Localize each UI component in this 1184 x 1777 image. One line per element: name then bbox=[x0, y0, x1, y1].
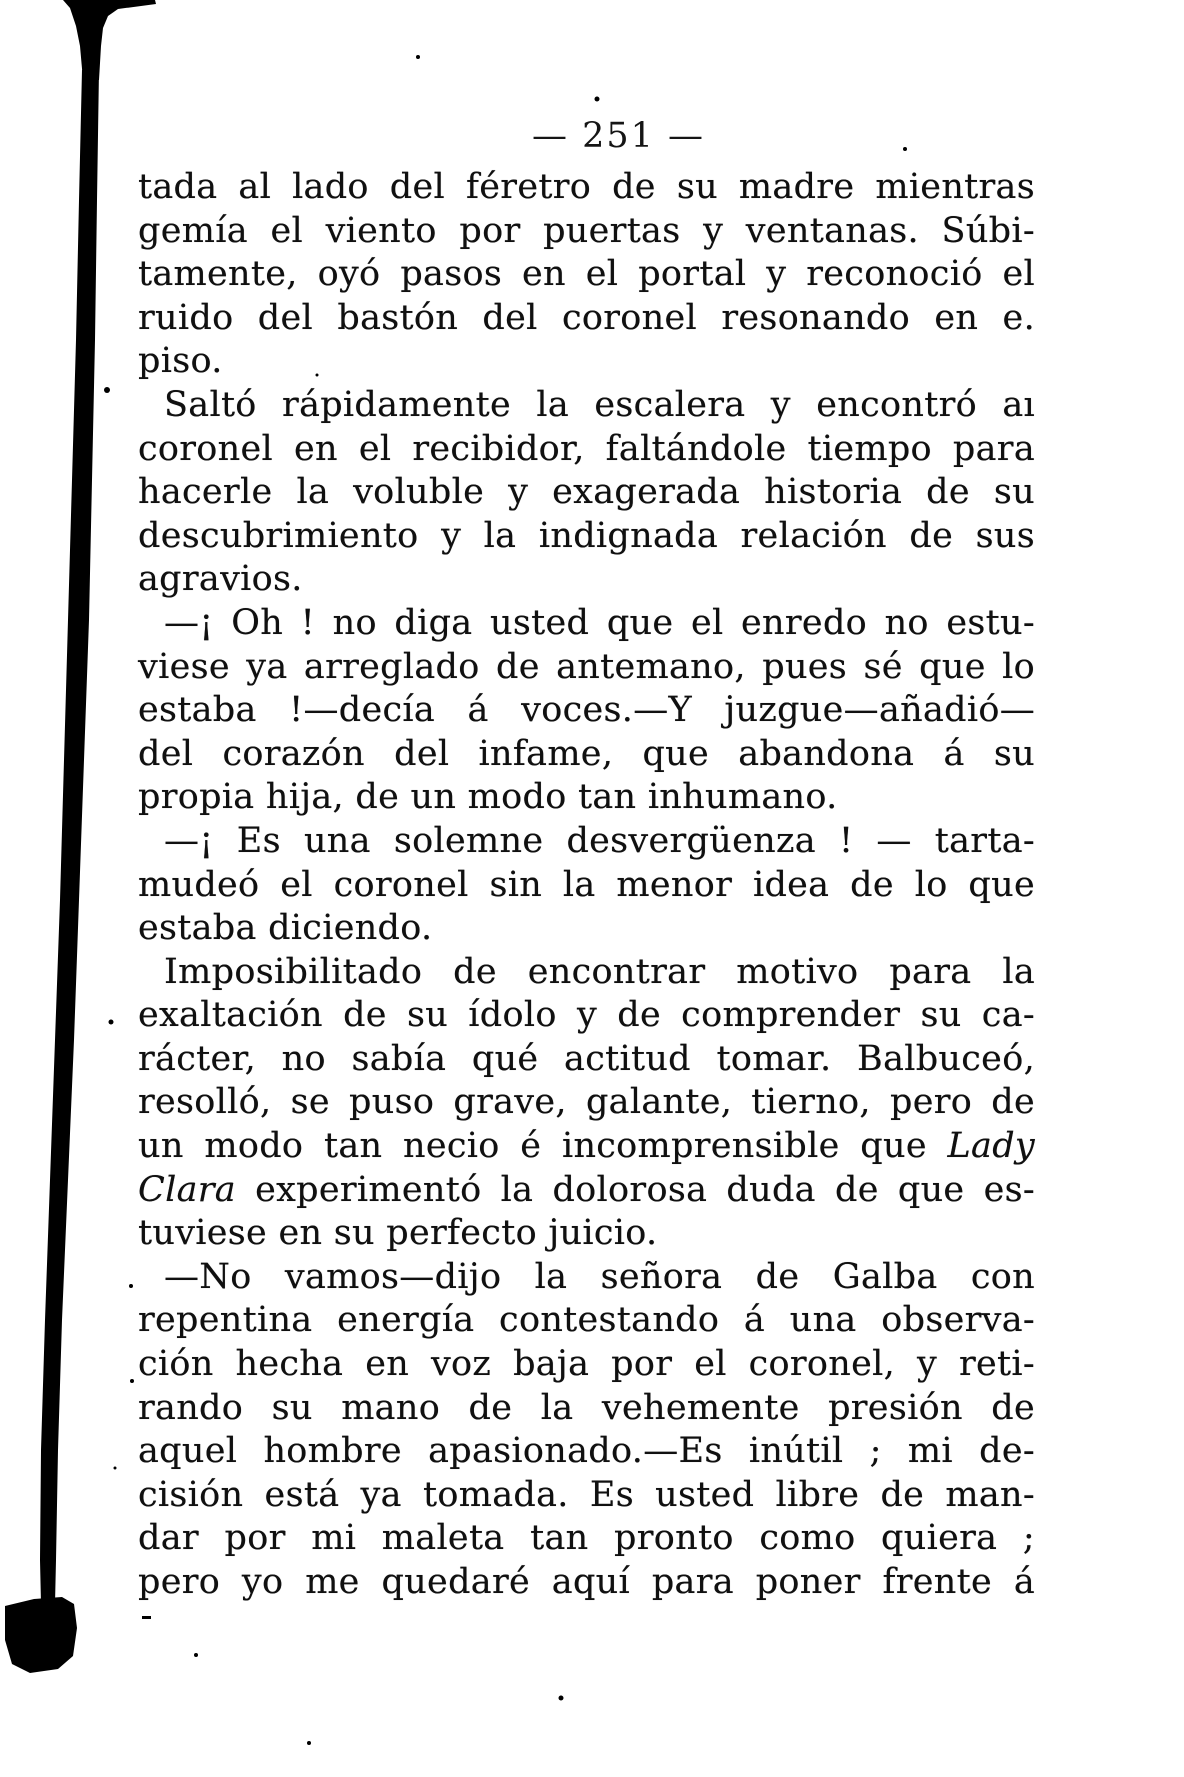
text-line bbox=[138, 166, 1035, 210]
ink-blob-artifact bbox=[5, 1597, 77, 1673]
text-line bbox=[138, 1169, 1035, 1213]
text-line bbox=[138, 428, 1035, 472]
text-line bbox=[138, 1299, 1035, 1343]
text-line bbox=[138, 471, 1035, 515]
text-line bbox=[138, 1430, 1035, 1474]
text-line bbox=[138, 907, 1035, 951]
text-segment: coronel en el recibidor, faltándole tiempo para bbox=[138, 428, 1035, 469]
text-segment: estaba !—decía á voces.—Y juzgue—añadió— bbox=[138, 690, 1035, 731]
text-line bbox=[138, 1387, 1035, 1431]
text-segment: dar por mi maleta tan pronto como quiera ; bbox=[138, 1518, 1035, 1559]
text-segment: descubrimiento y la indignada relación de sus bbox=[138, 515, 1035, 556]
text-line bbox=[138, 340, 1035, 384]
text-segment: cisión está ya tomada. Es usted libre de man- bbox=[138, 1474, 1035, 1515]
text-line bbox=[138, 951, 1035, 995]
text-segment: tamente, oyó pasos en el portal y reconoció el bbox=[138, 254, 1035, 295]
text-segment: piso. bbox=[138, 341, 223, 382]
text-line bbox=[138, 297, 1035, 341]
page-text bbox=[138, 166, 1035, 1605]
text-segment: Saltó rápidamente la escalera y encontró aı bbox=[164, 384, 1035, 425]
text-segment: —¡ Oh ! no diga usted que el enredo no estu- bbox=[164, 602, 1035, 643]
text-segment: tuviese en su perfecto juicio. bbox=[138, 1213, 658, 1254]
binding-edge-artifact bbox=[40, 70, 99, 1604]
text-line bbox=[138, 864, 1035, 908]
text-line bbox=[138, 515, 1035, 559]
text-line bbox=[138, 602, 1035, 646]
text-line bbox=[138, 210, 1035, 254]
text-segment: ruido del bastón del coronel resonando en e. bbox=[138, 297, 1035, 338]
text-segment: mudeó el coronel sin la menor idea de lo que bbox=[138, 864, 1035, 905]
text-line bbox=[138, 689, 1035, 733]
text-line bbox=[138, 1474, 1035, 1518]
text-segment: Clara bbox=[138, 1169, 236, 1210]
text-line bbox=[138, 1517, 1035, 1561]
text-segment: agravios. bbox=[138, 559, 303, 600]
text-line bbox=[138, 776, 1035, 820]
text-line bbox=[138, 1256, 1035, 1300]
text-line bbox=[138, 1212, 1035, 1256]
text-line bbox=[138, 994, 1035, 1038]
text-segment: viese ya arreglado de antemano, pues sé que lo bbox=[138, 646, 1035, 687]
text-segment: hacerle la voluble y exagerada historia de su bbox=[138, 472, 1035, 513]
corner-fold-artifact bbox=[63, 0, 156, 80]
text-segment: rando su mano de la vehemente presión de bbox=[138, 1387, 1035, 1428]
text-line bbox=[138, 1343, 1035, 1387]
text-segment: exaltación de su ídolo y de comprender su ca- bbox=[138, 995, 1035, 1036]
text-segment: estaba diciendo. bbox=[138, 908, 433, 949]
text-line bbox=[138, 1081, 1035, 1125]
text-segment: experimentó la dolorosa duda de que es- bbox=[235, 1169, 1035, 1210]
text-line bbox=[138, 820, 1035, 864]
text-segment: gemía el viento por puertas y ventanas. Súbi- bbox=[138, 210, 1035, 251]
text-line bbox=[138, 253, 1035, 297]
text-segment: pero yo me quedaré aquí para poner frente á bbox=[138, 1562, 1035, 1602]
text-segment: —¡ Es una solemne desvergüenza ! — tarta- bbox=[164, 820, 1035, 861]
text-segment: del corazón del infame, que abandona á su bbox=[138, 733, 1035, 774]
text-line bbox=[138, 733, 1035, 777]
text-segment: repentina energía contestando á una observa- bbox=[138, 1300, 1035, 1341]
text-segment: Imposibilitado de encontrar motivo para la bbox=[164, 951, 1035, 992]
text-segment: —No vamos—dijo la señora de Galba con bbox=[164, 1256, 1035, 1297]
text-line bbox=[138, 558, 1035, 602]
text-segment: resolló, se puso grave, galante, tierno, pero de bbox=[138, 1082, 1035, 1123]
text-line bbox=[138, 1561, 1035, 1605]
page-number: — 251 — bbox=[531, 116, 706, 156]
text-line bbox=[138, 1125, 1035, 1169]
text-segment: aquel hombre apasionado.—Es inútil ; mi de- bbox=[138, 1431, 1035, 1472]
text-segment: ción hecha en voz baja por el coronel, y reti- bbox=[138, 1344, 1035, 1385]
text-line bbox=[138, 384, 1035, 428]
text-segment: tada al lado del féretro de su madre mientras bbox=[138, 167, 1035, 207]
text-segment: propia hija, de un modo tan inhumano. bbox=[138, 777, 838, 818]
text-segment: Lady bbox=[947, 1126, 1035, 1167]
text-segment: rácter, no sabía qué actitud tomar. Balbuceó, bbox=[138, 1038, 1035, 1079]
text-line bbox=[138, 1038, 1035, 1082]
text-line bbox=[138, 646, 1035, 690]
text-segment: un modo tan necio é incomprensible que bbox=[138, 1126, 948, 1167]
